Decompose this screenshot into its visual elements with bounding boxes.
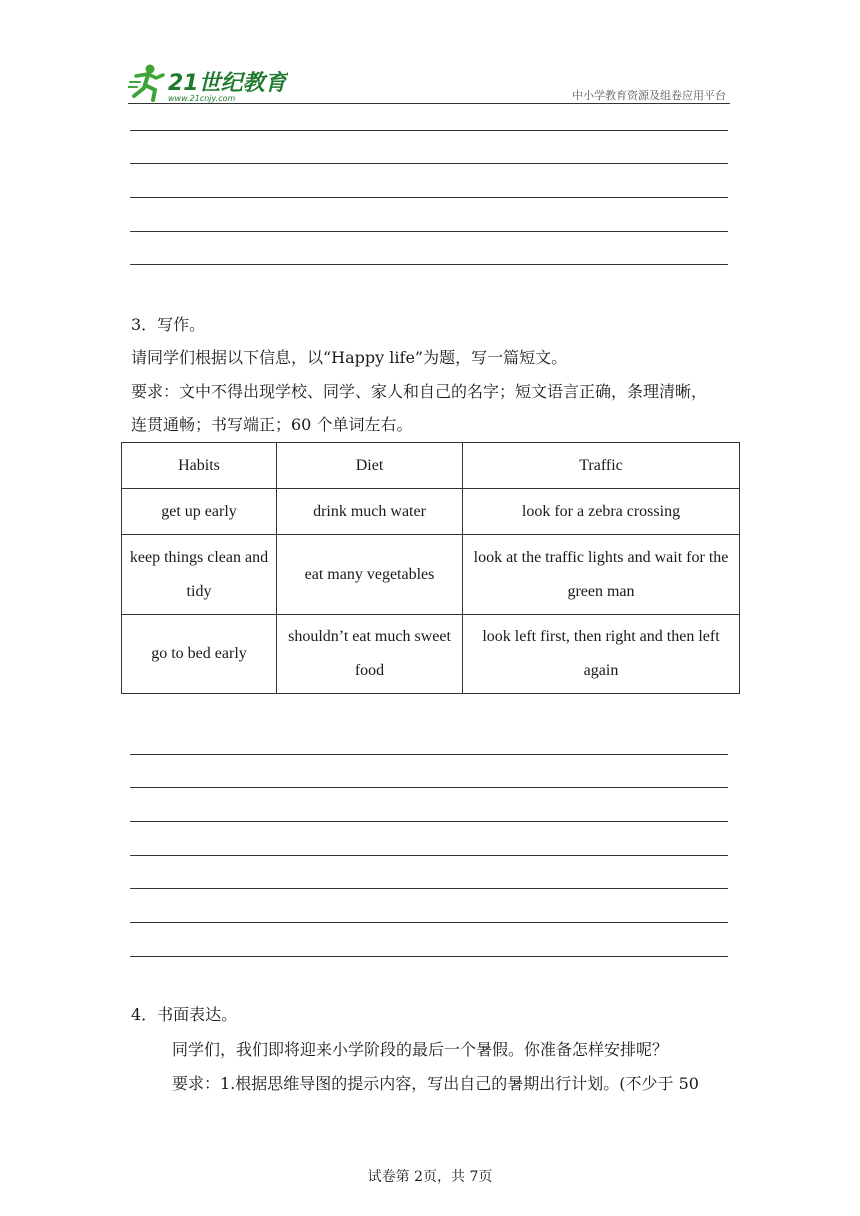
- q4-line1: 同学们，我们即将迎来小学阶段的最后一个暑假。你准备怎样安排呢？: [172, 1040, 669, 1059]
- q3-title: 3．写作。: [131, 315, 206, 334]
- table-cell: get up early: [122, 489, 277, 535]
- table-row: [122, 489, 740, 535]
- info-table: [121, 442, 740, 694]
- answer-line[interactable]: [130, 822, 728, 856]
- table-cell: drink much water: [277, 489, 463, 535]
- table-cell: look for a zebra crossing: [463, 489, 740, 535]
- table-row: [122, 535, 740, 615]
- answer-line[interactable]: [130, 856, 728, 890]
- table-cell: look left first, then right and then left again: [463, 615, 740, 694]
- running-person-icon: [128, 65, 163, 101]
- table-cell: look at the traffic lights and wait for the green man: [463, 535, 740, 615]
- answer-line[interactable]: [130, 788, 728, 822]
- answer-line[interactable]: [130, 721, 728, 755]
- table-row: [122, 615, 740, 694]
- platform-label: 中小学教育资源及组卷应用平台: [572, 89, 726, 102]
- q4-title: 4．书面表达。: [131, 1005, 238, 1024]
- logo-main-text: 21世纪教育: [168, 71, 287, 96]
- answer-line[interactable]: [130, 164, 728, 198]
- q3-instruction: 请同学们根据以下信息，以“Happy life”为题，写一篇短文。: [131, 348, 568, 367]
- header-cell: Diet: [277, 443, 463, 489]
- answer-lines-q3: [130, 721, 728, 957]
- table-cell: shouldn’t eat much sweet food: [277, 615, 463, 694]
- answer-line[interactable]: [130, 923, 728, 957]
- answer-line[interactable]: [130, 232, 728, 266]
- table-cell: go to bed early: [122, 615, 277, 694]
- header-cell: Traffic: [463, 443, 740, 489]
- q3-requirement-line2: 连贯通畅；书写端正；60 个单词左右。: [131, 415, 413, 434]
- table-cell: eat many vegetables: [277, 535, 463, 615]
- page-footer: 试卷第 2页，共 7页: [367, 1169, 493, 1185]
- q4-line2: 要求：1.根据思维导图的提示内容，写出自己的暑期出行计划。(不少于 50: [172, 1074, 699, 1093]
- table-cell: keep things clean and tidy: [122, 535, 277, 615]
- answer-line[interactable]: [130, 198, 728, 232]
- header-cell: Habits: [122, 443, 277, 489]
- answer-line[interactable]: [130, 755, 728, 789]
- answer-line[interactable]: [130, 97, 728, 131]
- q3-requirement-line1: 要求：文中不得出现学校、同学、家人和自己的名字；短文语言正确，条理清晰，: [131, 382, 708, 401]
- logo-sub-text: www.21cnjy.com: [168, 94, 236, 103]
- answer-lines-q2: [130, 97, 728, 265]
- answer-line[interactable]: [130, 131, 728, 165]
- answer-line[interactable]: [130, 889, 728, 923]
- table-header-row: [122, 443, 740, 489]
